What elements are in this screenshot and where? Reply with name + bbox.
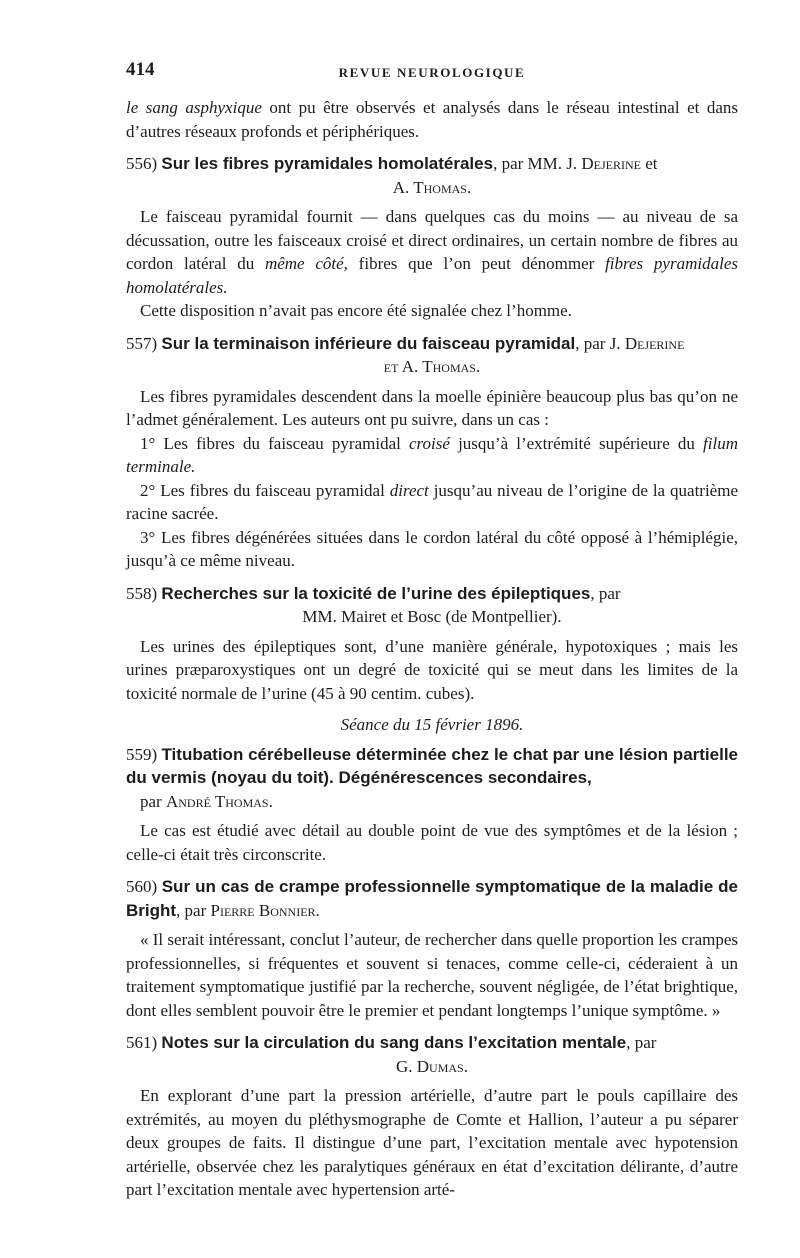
paragraph-text: ont pu être observés et analysés dans le réseau intestinal et dans d’autres réseaux profonds et périphériques.: [126, 98, 738, 141]
entry-556-body: [126, 205, 738, 323]
italic-text: fibres pyramidales homolatérales.: [126, 254, 738, 297]
paragraph-text: jusqu’à l’extrémité supérieure du: [449, 433, 704, 453]
entry-559-body: [126, 819, 738, 866]
entry-title-text: Sur la terminaison inférieure du faisceau pyramidal: [161, 333, 576, 353]
entry-number: 561): [126, 1033, 158, 1052]
paragraph: Cette disposition n’avait pas encore été signalée chez l’homme.: [140, 301, 572, 320]
author-name: A. Thomas.: [392, 177, 472, 197]
paragraph-text: fibres que l’on peut dénommer: [347, 254, 606, 273]
continued-paragraph: [126, 96, 738, 143]
entry-title-text: Sur les fibres pyramidales homolatérales: [161, 154, 494, 173]
entry-561-title: [126, 1031, 738, 1078]
entry-by: par: [140, 791, 166, 811]
paragraph: Les fibres pyramidales descendent dans la moelle épinière beaucoup plus bas qu’on ne l’admet généralement. Les auteurs ont pu suivre, dans un cas :: [126, 386, 738, 429]
entry-number: 560): [126, 877, 158, 896]
paragraph-text: jusqu’au niveau de l’origine de la quatrième racine sacrée.: [126, 480, 738, 523]
list-item: 3° Les fibres dégénérées situées dans le cordon latéral du côté opposé à l’hémiplégie, jusqu’à ce même niveau.: [126, 527, 738, 570]
entry-title-text: Titubation cérébelleuse déterminée chez le chat par une lésion partielle du vermis (noyau du toit). Dégénérescences secondaires,: [126, 744, 739, 787]
entry-560-body: [126, 928, 738, 1022]
paragraph: [126, 205, 738, 299]
paragraph: En explorant d’une part la pression artérielle, d’autre part le pouls capillaire des extrémités, au moyen du pléthysmographe de Comte et Hallion, l’auteur a pu séparer deux groupes de faits. Il distingue d’une part, l’excitation mentale avec hypotension artérielle, observée chez les paralytiques généraux en état d’excitation délirante, d’autre part l’excitation mentale avec hypertension arté-: [126, 1086, 738, 1199]
entry-by: , par: [626, 1033, 657, 1052]
entry-number: 557): [126, 333, 158, 353]
entry-560-title: [126, 875, 738, 922]
entry-556-title: [126, 152, 738, 199]
entry-558-body: [126, 635, 738, 706]
paragraph: Le cas est étudié avec détail au double point de vue des symptômes et de la lésion ; celle-ci était très circonscrite.: [126, 821, 738, 864]
page-body: [126, 96, 738, 1202]
italic-text: même côté,: [264, 254, 348, 273]
page-number: 414: [126, 59, 155, 80]
author-name: G. Dumas.: [396, 1056, 468, 1076]
entry-by: , par J.: [575, 333, 625, 353]
entry-557-title: [126, 332, 738, 379]
entry-559-title: [126, 743, 738, 814]
journal-title: REVUE NEUROLOGIQUE: [338, 65, 526, 80]
author-name: André Thomas.: [165, 791, 273, 811]
entry-number: 558): [126, 583, 158, 603]
entry-558-title: [126, 582, 738, 629]
paragraph-text: 1° Les fibres du faisceau pyramidal: [140, 433, 409, 453]
italic-text: direct: [389, 480, 429, 500]
entry-561-body: [126, 1084, 738, 1202]
entry-number: 559): [126, 744, 158, 764]
paragraph-text: Le faisceau pyramidal fournit — dans quelques cas du moins — au niveau de sa décussation, outre les faisceaux croisé et direct ordinaires, un certain nombre de fibres au cordon latéral du: [126, 207, 738, 273]
author-name: Dejerine: [581, 154, 641, 173]
author-name: Pierre Bonnier.: [210, 900, 320, 920]
entry-title-text: Notes sur la circulation du sang dans l’excitation mentale: [161, 1033, 627, 1052]
paragraph: Les urines des épileptiques sont, d’une manière générale, hypotoxiques ; mais les urines præparoxystiques ont un degré de toxicité qui se meut dans les limites de la toxicité normale de l’urine (45 à 90 centim. cubes).: [126, 636, 738, 703]
list-item: [126, 432, 738, 479]
author-name: et A. Thomas.: [383, 357, 481, 376]
list-item: [126, 479, 738, 526]
entry-by: , par MM. J.: [493, 154, 582, 173]
entry-557-body: [126, 385, 738, 573]
running-header: [126, 58, 738, 84]
author-name: Dejerine: [624, 333, 685, 353]
author-name: MM. Mairet et Bosc (de Montpellier).: [302, 607, 562, 626]
paragraph-text: 2° Les fibres du faisceau pyramidal: [140, 480, 390, 500]
italic-text: croisé: [409, 433, 450, 453]
entry-by: , par: [176, 900, 211, 920]
paragraph: « Il serait intéressant, conclut l’auteur, de rechercher dans quelle proportion les crampes professionnelles, si fréquentes et souvent si tenaces, comme celle-ci, céderaient à un traitement symptomatique justifié par la recherche, souvent négligée, de l’état brightique, dont elles semblent pouvoir être le premier et pendant longtemps l’unique symptôme. »: [126, 930, 738, 1020]
session-heading: Séance du 15 février 1896.: [340, 715, 524, 734]
entry-conjunction: et: [641, 154, 658, 173]
entry-title-text: Sur un cas de crampe professionnelle symptomatique de la maladie de Bright: [126, 877, 739, 920]
entry-by: , par: [590, 583, 621, 603]
italic-text: le sang asphyxique: [126, 98, 262, 117]
italic-text: filum terminale.: [126, 433, 738, 476]
entry-number: 556): [126, 154, 158, 173]
entry-title-text: Recherches sur la toxicité de l’urine des épileptiques: [161, 583, 591, 603]
